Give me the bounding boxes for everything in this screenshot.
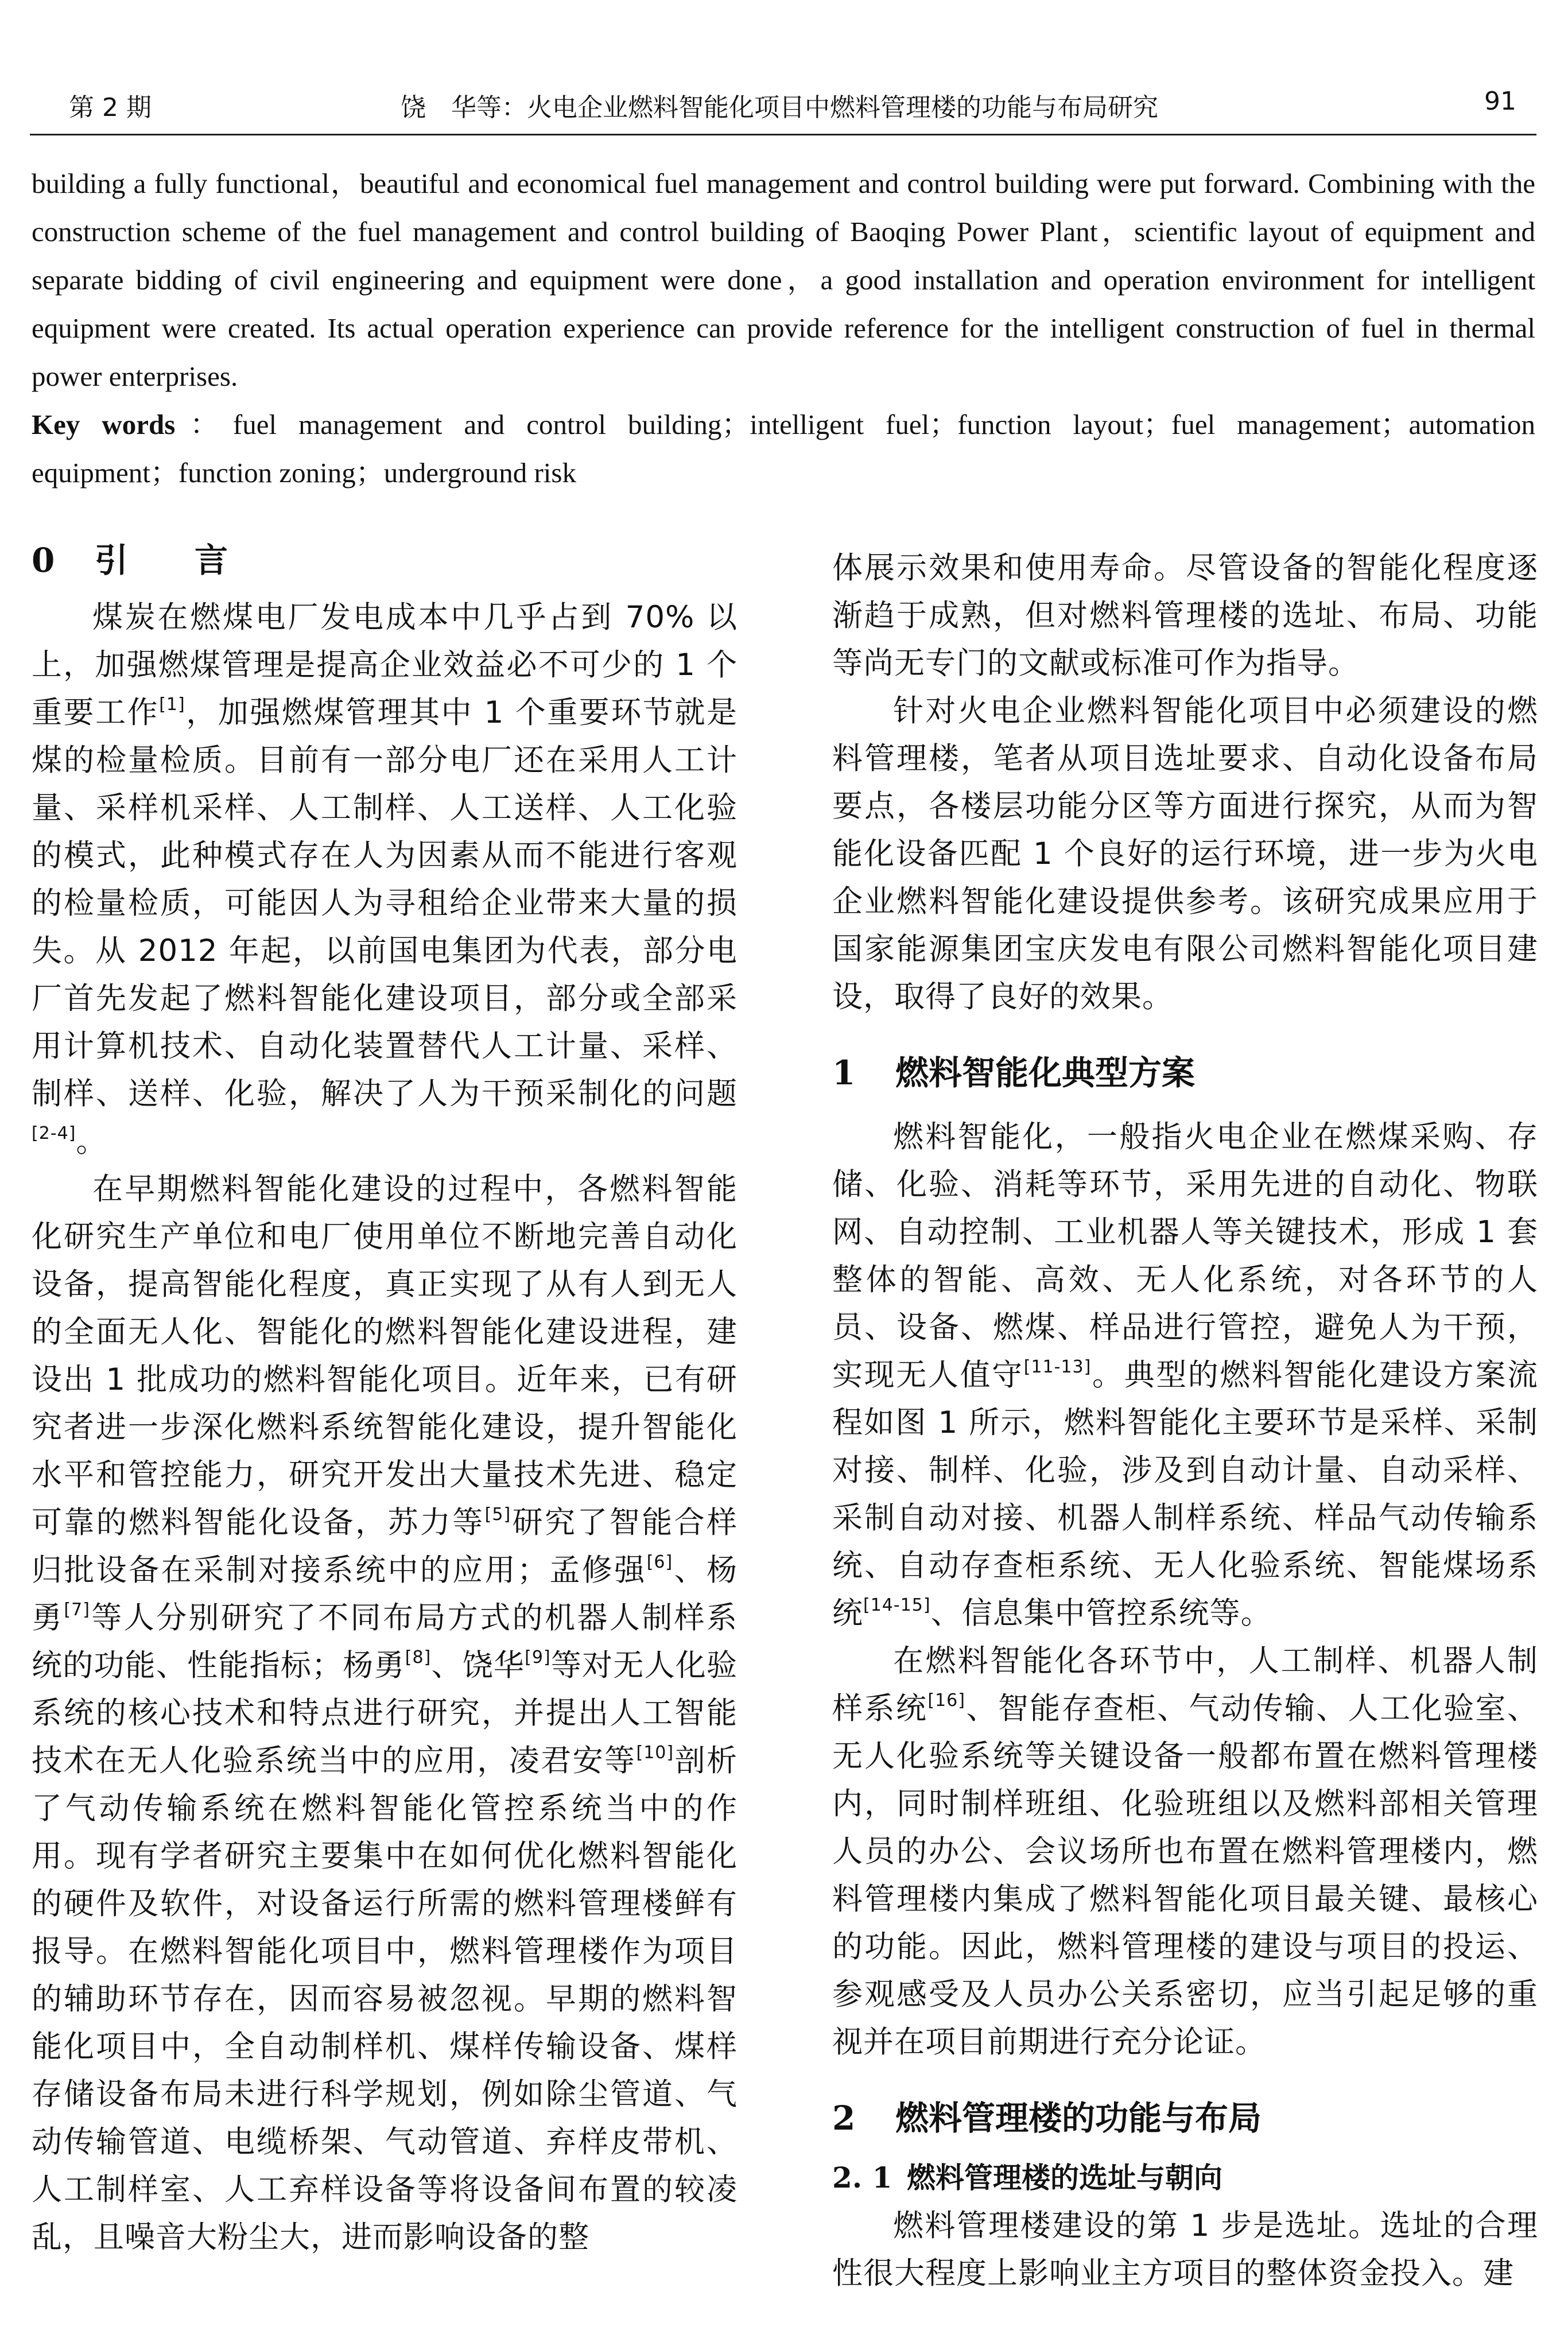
section-2-1-heading <box>832 2154 1538 2202</box>
section-2-heading <box>832 2095 1538 2142</box>
section-title: 燃料智能化典型方案 <box>895 1053 1196 1092</box>
citation: [11-13] <box>1023 1357 1092 1377</box>
right-column <box>832 544 1538 2297</box>
section-1-heading <box>832 1049 1538 1097</box>
running-title: 饶 华等：火电企业燃料智能化项目中燃料管理楼的功能与布局研究 <box>401 93 1158 122</box>
citation: [8] <box>405 1647 432 1668</box>
header-rule <box>30 134 1536 135</box>
keywords-text: ：fuel management and control building；intelligent fuel；function layout；fuel management；automation equipment；function zoning；underground risk <box>32 409 1535 488</box>
section-number: 0 <box>32 541 55 580</box>
citation: [14-15] <box>863 1595 931 1615</box>
abstract-block <box>32 160 1535 497</box>
abstract-text: building a fully functional，beautiful and economical fuel management and control building were put forward. Combining with the construction scheme of the fuel management and control building of Baoqing Power Plant，scientific layout of equipment and separate bidding of civil engineering and equipment were done，a good installation and operation environment for intelligent equipment were created. Its actual operation experience can provide reference for the intelligent construction of fuel in thermal power enterprises. <box>32 168 1535 392</box>
keywords-label: Key words <box>32 409 176 440</box>
section-0-heading <box>32 537 738 584</box>
citation: [9] <box>525 1647 551 1668</box>
section-title: 引 言 <box>95 541 228 580</box>
citation: [16] <box>927 1690 965 1711</box>
paragraph: 燃料智能化，一般指火电企业在燃煤采购、存储、化验、消耗等环节，采用先进的自动化、物联网、自动控制、工业机器人等关键技术，形成 1 套整体的智能、高效、无人化系统，对各环节的人员、设备、燃煤、样品进行管控，避免人为干预，实现无人值守[11-13]。典型的燃料智能化建设方案流程如图 1 所示，燃料智能化主要环节是采样、采制对接、制样、化验，涉及到自动计量、自动采样、采制自动对接、机器人制样系统、样品气动传输系统、自动存查柜系统、无人化验系统、智能煤场系统[14-15]、信息集中管控系统等。 <box>832 1119 1539 1631</box>
paragraph-continued: 体展示效果和使用寿命。尽管设备的智能化程度逐渐趋于成熟，但对燃料管理楼的选址、布局、功能等尚无专门的文献或标准可作为指导。 <box>832 550 1538 681</box>
citation: [1] <box>159 695 185 715</box>
section-title: 燃料管理楼的选址与朝向 <box>907 2161 1222 2194</box>
issue-number: 第 2 期 <box>69 93 152 122</box>
left-column <box>32 537 738 2261</box>
paragraph: 燃料管理楼建设的第 1 步是选址。选址的合理性很大程度上影响业主方项目的整体资金投入。建 <box>832 2208 1538 2291</box>
page-number: 91 <box>1484 87 1516 116</box>
paragraph: 煤炭在燃煤电厂发电成本中几乎占到 70% 以上，加强燃煤管理是提高企业效益必不可少的 1 个重要工作[1]，加强燃煤管理其中 1 个重要环节就是煤的检量检质。目前有一部分电厂还在采用人工计量、采样机采样、人工制样、人工送样、人工化验的模式，此种模式存在人为因素从而不能进行客观的检量检质，可能因人为寻租给企业带来大量的损失。从 2012 年起，以前国电集团为代表，部分电厂首先发起了燃料智能化建设项目，部分或全部采用计算机技术、自动化装置替代人工计量、采样、制样、送样、化验，解决了人为干预采制化的问题[2-4]。 <box>32 600 738 1159</box>
citation: [2-4] <box>32 1123 76 1143</box>
citation: [7] <box>64 1600 90 1620</box>
section-number: 1 <box>832 1053 856 1092</box>
paragraph: 在燃料智能化各环节中，人工制样、机器人制样系统[16]、智能存查柜、气动传输、人工化验室、无人化验系统等关键设备一般都布置在燃料管理楼内，同时制样班组、化验班组以及燃料部相关管理人员的办公、会议场所也布置在燃料管理楼内，燃料管理楼内集成了燃料智能化项目最关键、最核心的功能。因此，燃料管理楼的建设与项目的投运、参观感受及人员办公关系密切，应当引起足够的重视并在项目前期进行充分论证。 <box>832 1643 1538 2060</box>
paragraph: 在早期燃料智能化建设的过程中，各燃料智能化研究生产单位和电厂使用单位不断地完善自动化设备，提高智能化程度，真正实现了从有人到无人的全面无人化、智能化的燃料智能化建设进程，建设出 1 批成功的燃料智能化项目。近年来，已有研究者进一步深化燃料系统智能化建设，提升智能化水平和管控能力，研究开发出大量技术先进、稳定可靠的燃料智能化设备，苏力等[5]研究了智能合样归批设备在采制对接系统中的应用；孟修强[6]、杨勇[7]等人分别研究了不同布局方式的机器人制样系统的功能、性能指标；杨勇[8]、饶华[9]等对无人化验系统的核心技术和特点进行研究，并提出人工智能技术在无人化验系统当中的应用，凌君安等[10]剖析了气动传输系统在燃料智能化管控系统当中的作用。现有学者研究主要集中在如何优化燃料智能化的硬件及软件，对设备运行所需的燃料管理楼鲜有报导。在燃料智能化项目中，燃料管理楼作为项目的辅助环节存在，因而容易被忽视。早期的燃料智能化项目中，全自动制样机、煤样传输设备、煤样存储设备布局未进行科学规划，例如除尘管道、气动传输管道、电缆桥架、气动管道、弃样皮带机、人工制样室、人工弃样设备等将设备间布置的较凌乱，且噪音大粉尘大，进而影响设备的整 <box>32 1172 738 2255</box>
citation: [10] <box>636 1743 674 1763</box>
keywords-line <box>32 401 1535 497</box>
section-title: 燃料管理楼的功能与布局 <box>895 2099 1262 2138</box>
section-number: 2 <box>832 2099 856 2138</box>
section-number: 2. 1 <box>832 2161 892 2194</box>
citation: [5] <box>484 1504 511 1525</box>
citation: [6] <box>646 1552 673 1572</box>
paragraph: 针对火电企业燃料智能化项目中必须建设的燃料管理楼，笔者从项目选址要求、自动化设备布局要点，各楼层功能分区等方面进行探究，从而为智能化设备匹配 1 个良好的运行环境，进一步为火电企业燃料智能化建设提供参考。该研究成果应用于国家能源集团宝庆发电有限公司燃料智能化项目建设，取得了良好的效果。 <box>832 693 1538 1014</box>
page-header <box>30 83 1534 129</box>
